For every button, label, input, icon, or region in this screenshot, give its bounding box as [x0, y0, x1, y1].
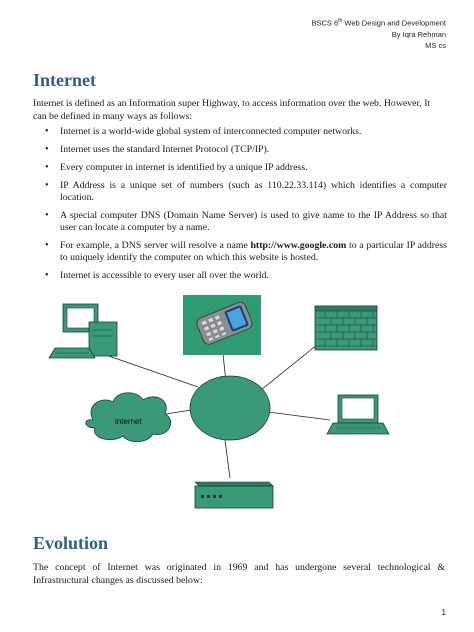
line-to-desktop [103, 354, 198, 387]
line-to-modem [225, 440, 230, 478]
laptop-icon [327, 395, 389, 434]
header-degree: MS cs [425, 40, 446, 50]
evolution-paragraph: The concept of Internet was originated in 1969 and has undergone several technological & Infrastructural changes as discussed below: [33, 562, 445, 586]
bullet-item: • Internet is a world-wide global system of interconnected computer networks. [33, 126, 447, 138]
hub-ellipse [190, 376, 270, 440]
desktop-computer-icon [49, 304, 117, 358]
internet-network-diagram [33, 292, 445, 524]
internet-cloud-icon [86, 393, 171, 442]
intro-paragraph: Internet is defined as an Information super Highway, to access information over the web. However, It can be defined in many ways as follows: [33, 98, 431, 122]
modem-device-icon [195, 482, 273, 508]
firewall-brick-icon [315, 306, 377, 350]
header-author: By Iqra Rehman [391, 29, 446, 39]
line-to-laptop [268, 412, 330, 420]
bullet-item: • Internet is accessible to every user all over the world. [33, 270, 447, 282]
bullet-item-dns-example: • For example, a DNS server will resolve a name http://www.google.com to a particular IP address to uniquely identify the computer on which this website is hosted. [33, 240, 447, 264]
bullet-item: • Every computer in internet is identified by a unique IP address. [33, 162, 447, 174]
bullet-item: • A special computer DNS (Domain Name Server) is used to give name to the IP Address so that user can locate a computer by a name. [33, 210, 447, 234]
bullet-item: • Internet uses the standard Internet Protocol (TCP/IP). [33, 144, 447, 156]
cloud-label: internet [115, 417, 142, 426]
section-title-internet: Internet [33, 70, 96, 90]
bullet-item: • IP Address is a unique set of numbers (such as 110.22.33.114) which identifies a computer location. [33, 180, 447, 204]
section-title-evolution: Evolution [33, 533, 109, 553]
page-header [311, 16, 446, 51]
mobile-phone-icon [183, 295, 261, 355]
page-number: 1 [441, 608, 446, 617]
header-course: BSCS 6th Web Design and Development [311, 18, 446, 28]
google-url: http://www.google.com [250, 239, 347, 251]
internet-bullet-list [33, 126, 447, 288]
